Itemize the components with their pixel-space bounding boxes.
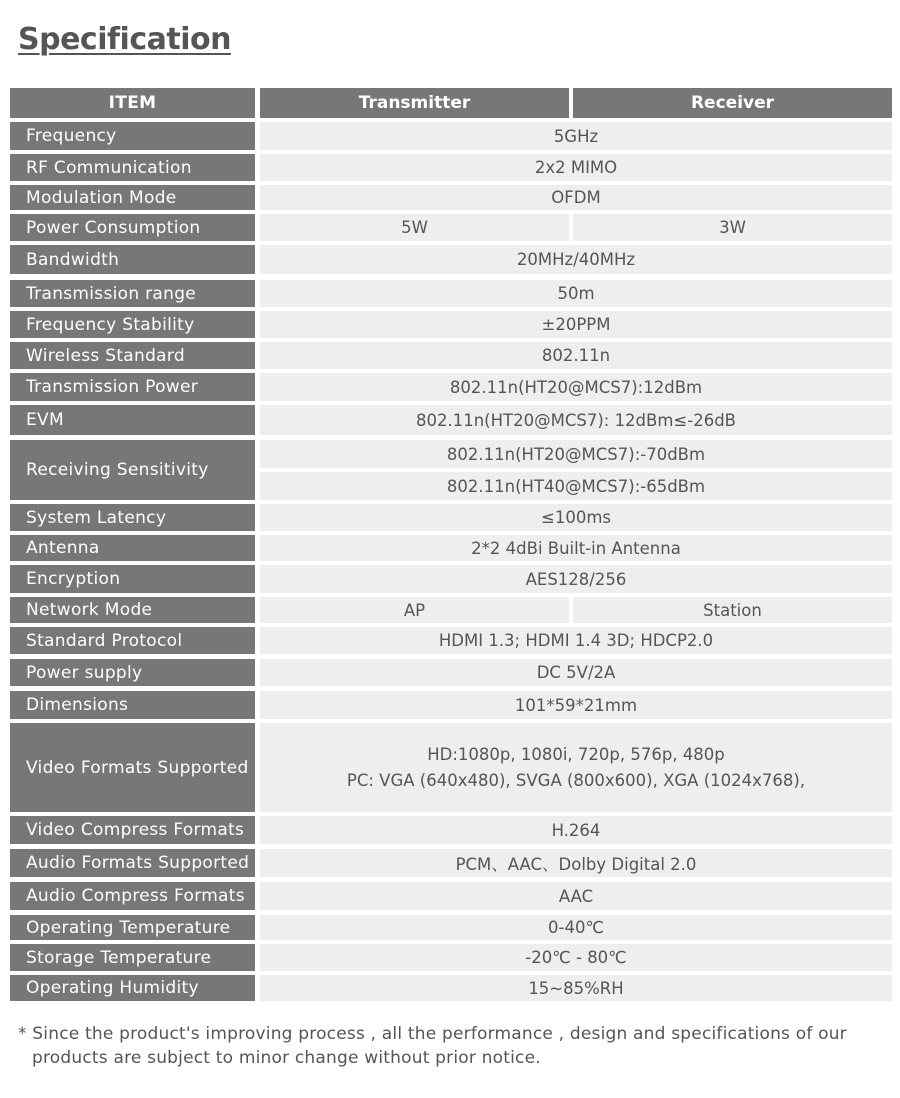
row-label: EVM [10, 405, 255, 435]
row-label: Modulation Mode [10, 185, 255, 210]
table-row [10, 245, 892, 274]
footnote [18, 1022, 888, 1070]
row-value: AAC [260, 882, 892, 910]
row-label: Operating Humidity [10, 975, 255, 1001]
row-label: Encryption [10, 565, 255, 593]
row-value: 50m [260, 280, 892, 307]
row-value: 0-40℃ [260, 915, 892, 940]
row-value: 101*59*21mm [260, 691, 892, 719]
table-row [10, 373, 892, 401]
row-label: Frequency Stability [10, 311, 255, 338]
table-row [10, 535, 892, 561]
row-label: Receiving Sensitivity [10, 440, 255, 500]
table-row [10, 691, 892, 719]
row-value: AES128/256 [260, 565, 892, 593]
transmitter-value: 5W [260, 214, 569, 241]
row-value: PCM、AAC、Dolby Digital 2.0 [260, 849, 892, 877]
row-label: Antenna [10, 535, 255, 561]
table-row [10, 849, 892, 877]
page-title: Specification [18, 22, 231, 57]
row-label: Bandwidth [10, 245, 255, 274]
footnote-line-2: products are subject to minor change without prior notice. [32, 1048, 541, 1068]
row-value: 15~85%RH [260, 975, 892, 1001]
table-row [10, 915, 892, 940]
header-receiver: Receiver [573, 88, 892, 118]
table-row [10, 214, 892, 241]
table-row [10, 311, 892, 338]
row-label: Frequency [10, 122, 255, 150]
row-value: 5GHz [260, 122, 892, 150]
row-label: Standard Protocol [10, 627, 255, 654]
row-value: 802.11n(HT20@MCS7):12dBm [260, 373, 892, 401]
row-value: 20MHz/40MHz [260, 245, 892, 274]
row-label: Storage Temperature [10, 944, 255, 971]
table-row [10, 565, 892, 593]
header-item: ITEM [10, 88, 255, 118]
row-value: 2*2 4dBi Built-in Antenna [260, 535, 892, 561]
row-label: Audio Compress Formats [10, 882, 255, 910]
row-value: ±20PPM [260, 311, 892, 338]
row-value: 802.11n [260, 342, 892, 369]
row-label: Operating Temperature [10, 915, 255, 940]
table-row [10, 440, 892, 500]
table-row [10, 405, 892, 435]
row-label: Video Formats Supported [10, 723, 255, 812]
row-label: RF Communication [10, 154, 255, 181]
video-formats-value [260, 723, 892, 812]
table-row [10, 975, 892, 1001]
table-row [10, 122, 892, 150]
table-row [10, 723, 892, 812]
row-label: Network Mode [10, 597, 255, 623]
row-value: 2x2 MIMO [260, 154, 892, 181]
table-row [10, 597, 892, 623]
row-value: OFDM [260, 185, 892, 210]
row-label: Dimensions [10, 691, 255, 719]
row-value: ≤100ms [260, 504, 892, 531]
footnote-line-1: * Since the product's improving process , all the performance , design and specifications of our [18, 1024, 847, 1044]
receiver-value: 3W [573, 214, 892, 241]
table-row [10, 659, 892, 686]
row-value: -20℃ - 80℃ [260, 944, 892, 971]
sensitivity-value: 802.11n(HT20@MCS7):-70dBm [260, 440, 892, 468]
row-value: HDMI 1.3; HDMI 1.4 3D; HDCP2.0 [260, 627, 892, 654]
table-header [10, 88, 892, 118]
row-label: Transmission range [10, 280, 255, 307]
row-value: H.264 [260, 816, 892, 844]
row-label: Power supply [10, 659, 255, 686]
table-row [10, 627, 892, 654]
table-row [10, 504, 892, 531]
row-label: Audio Formats Supported [10, 849, 255, 877]
table-row [10, 882, 892, 910]
spec-table [10, 88, 892, 1001]
header-transmitter: Transmitter [260, 88, 569, 118]
receiver-value: Station [573, 597, 892, 623]
transmitter-value: AP [260, 597, 569, 623]
sensitivity-value: 802.11n(HT40@MCS7):-65dBm [260, 472, 892, 500]
row-label: Wireless Standard [10, 342, 255, 369]
table-row [10, 816, 892, 844]
row-value: 802.11n(HT20@MCS7): 12dBm≤-26dB [260, 405, 892, 435]
table-row [10, 185, 892, 210]
row-label: Video Compress Formats [10, 816, 255, 844]
row-value: DC 5V/2A [260, 659, 892, 686]
row-label: System Latency [10, 504, 255, 531]
format-line: PC: VGA (640x480), SVGA (800x600), XGA (1024x768), [346, 770, 806, 790]
row-label: Transmission Power [10, 373, 255, 401]
table-row [10, 944, 892, 971]
table-row [10, 342, 892, 369]
table-row [10, 154, 892, 181]
format-line: HD:1080p, 1080i, 720p, 576p, 480p [427, 744, 725, 764]
row-label: Power Consumption [10, 214, 255, 241]
table-row [10, 280, 892, 307]
